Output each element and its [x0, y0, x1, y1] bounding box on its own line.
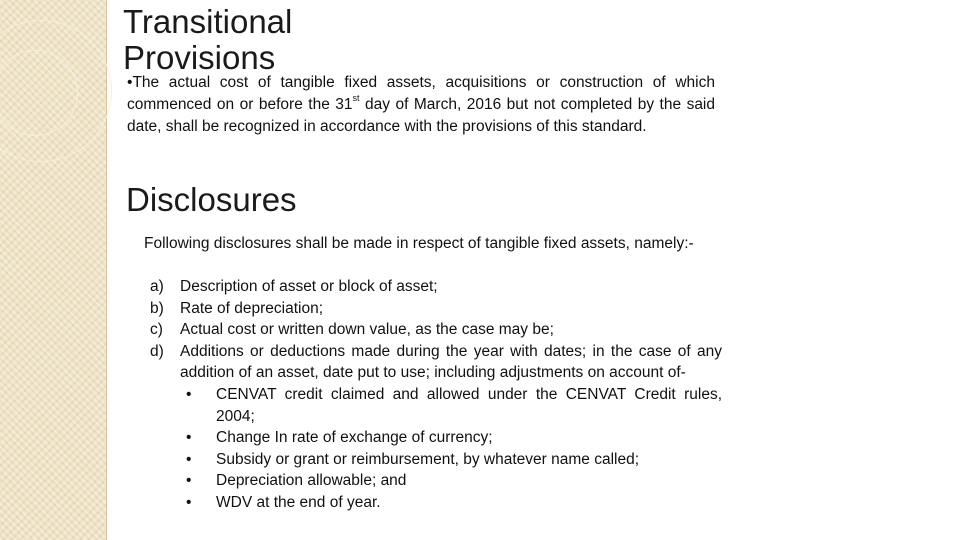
sub-list-item: • WDV at the end of year. — [180, 492, 722, 514]
sub-list-item: • Change In rate of exchange of currency; — [180, 427, 722, 449]
list-item-text: Additions or deductions made during the year with dates; in the case of any addition of an asset, date put to use; including adjustments on account of- — [180, 342, 722, 382]
section-heading: Disclosures — [126, 181, 297, 218]
sub-list-item: • Subsidy or grant or reimbursement, by whatever name called; — [180, 449, 722, 471]
bullet: • — [186, 429, 192, 447]
para-text-end: day of March, 2016 but not completed by the said date, shall be recognized in accordance with the provisions of this standard. — [127, 96, 716, 135]
list-item — [150, 319, 722, 341]
list-item-text: Rate of depreciation; — [180, 299, 324, 317]
sub-list-item: • Depreciation allowable; and — [180, 470, 722, 492]
list-item — [150, 298, 722, 320]
list-marker: c) — [150, 321, 163, 339]
bullet: • — [186, 493, 192, 511]
para-text-start: The actual cost of tangible fixed assets, acquisitions or construction of which commenced on or before the 31 — [127, 74, 715, 113]
disclosure-list — [150, 276, 722, 514]
list-item-text: Description of asset or block of asset; — [180, 278, 438, 295]
bullet: • — [127, 74, 133, 91]
list-item-text: Actual cost or written down value, as the case may be; — [180, 321, 554, 339]
superscript: st — [352, 93, 360, 103]
disclosures-intro: Following disclosures shall be made in respect of tangible fixed assets, namely:- — [144, 235, 694, 252]
decorative-sidebar — [0, 0, 107, 540]
section-title: Transitional Provisions — [123, 3, 293, 76]
list-item — [150, 341, 722, 514]
list-item — [150, 276, 722, 298]
list-marker: b) — [150, 299, 164, 317]
transitional-paragraph — [127, 72, 715, 138]
sub-list — [180, 384, 722, 514]
bullet: • — [186, 385, 192, 403]
bullet: • — [186, 472, 192, 490]
list-marker: d) — [150, 342, 164, 360]
sub-list-item: • CENVAT credit claimed and allowed under the CENVAT Credit rules, 2004; — [186, 385, 722, 425]
bullet: • — [186, 450, 192, 468]
list-marker: a) — [150, 278, 164, 295]
